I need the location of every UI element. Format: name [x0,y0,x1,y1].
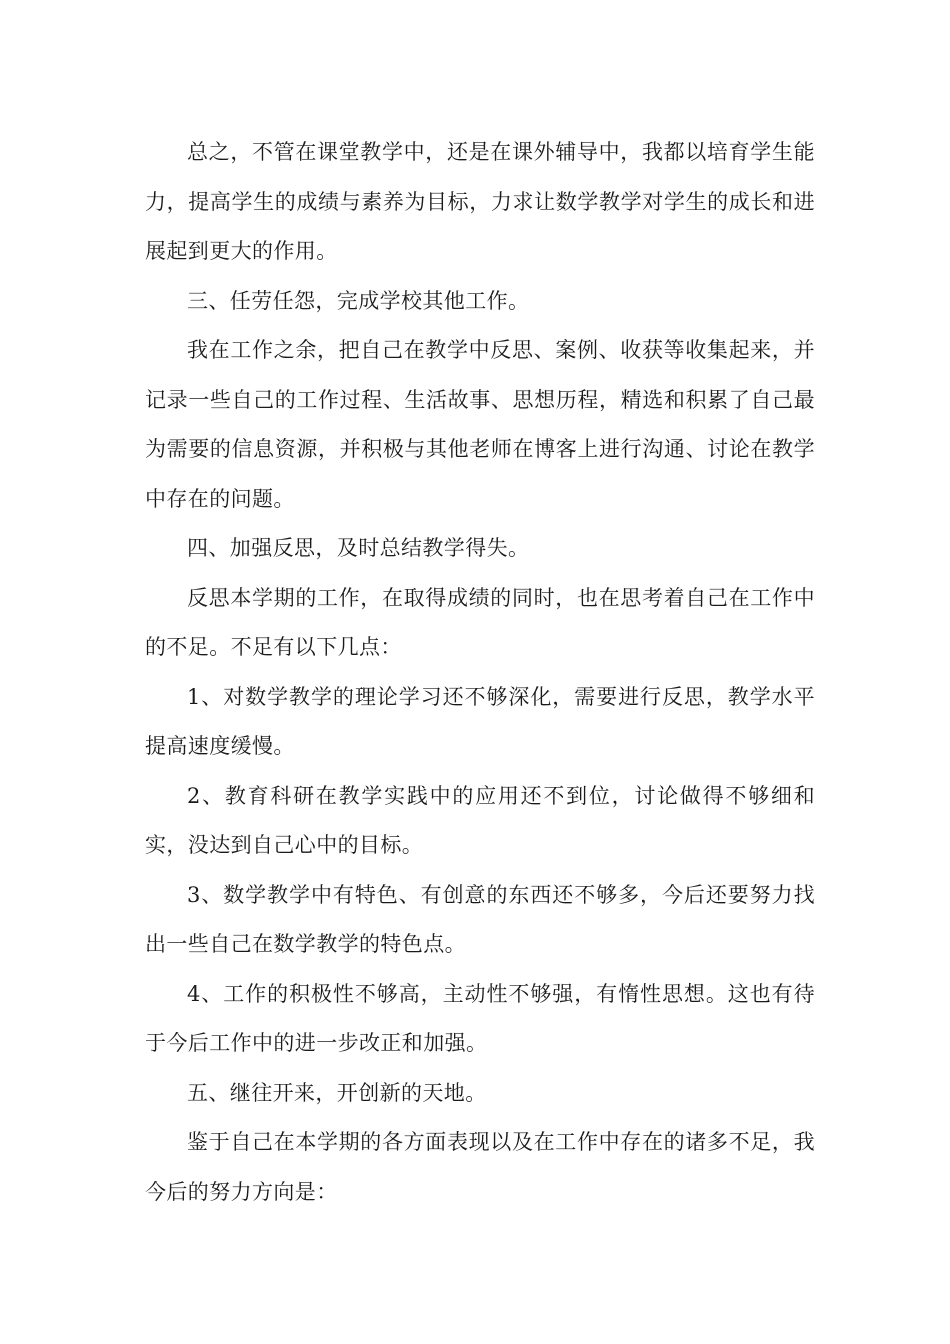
list-item-shortcoming-3: 3、数学教学中有特色、有创意的东西还不够多，今后还要努力找出一些自己在数学教学的特色点。 [145,882,815,956]
heading-section-three: 三、任劳任怨，完成学校其他工作。 [187,288,530,313]
paragraph-reflection: 反思本学期的工作，在取得成绩的同时，也在思考着自己在工作中的不足。不足有以下几点： [145,585,815,659]
paragraph-other-work: 我在工作之余，把自己在教学中反思、案例、收获等收集起来，并记录一些自己的工作过程、生活故事、思想历程，精选和积累了自己最为需要的信息资源，并积极与其他老师在博客上进行沟通、讨论在教学中存在的问题。 [145,338,815,511]
list-item-shortcoming-2: 2、教育科研在教学实践中的应用还不到位，讨论做得不够细和实，没达到自己心中的目标。 [145,783,815,857]
list-item-shortcoming-1: 1、对数学教学的理论学习还不够深化，需要进行反思，教学水平提高速度缓慢。 [145,684,815,758]
document-body [145,128,815,1217]
list-item-shortcoming-4: 4、工作的积极性不够高，主动性不够强，有惰性思想。这也有待于今后工作中的进一步改正和加强。 [145,981,815,1055]
heading-section-four: 四、加强反思，及时总结教学得失。 [187,536,530,560]
paragraph-future-direction: 鉴于自己在本学期的各方面表现以及在工作中存在的诸多不足，我今后的努力方向是： [145,1130,815,1204]
heading-section-five: 五、继往开来，开创新的天地。 [187,1080,487,1105]
paragraph-summary: 总之，不管在课堂教学中，还是在课外辅导中，我都以培育学生能力，提高学生的成绩与素养为目标，力求让数学教学对学生的成长和进展起到更大的作用。 [145,140,815,263]
